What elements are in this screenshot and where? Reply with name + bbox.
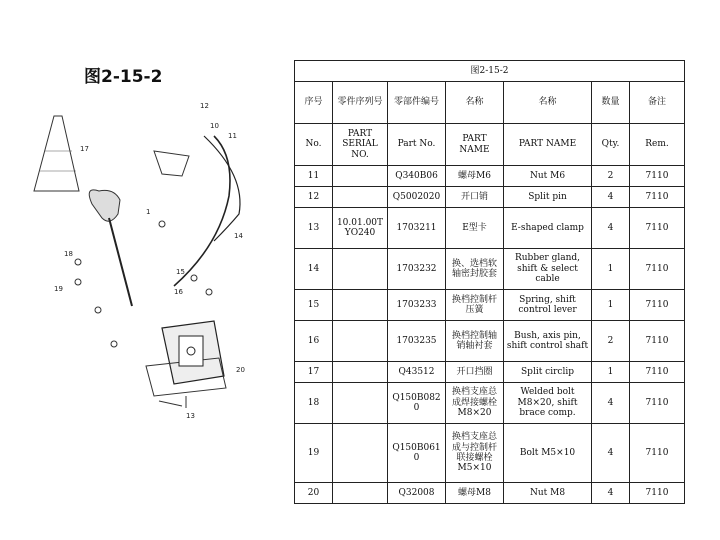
diagram-label: 13 (186, 412, 195, 420)
cell-serial (333, 383, 388, 424)
cell-qty: 4 (592, 383, 630, 424)
cell-rem: 7110 (630, 208, 685, 249)
cell-qty: 1 (592, 290, 630, 321)
cell-name-cn: 螺母M8 (446, 483, 504, 504)
header-cell: 零件序列号 (333, 82, 388, 124)
table-row (295, 187, 685, 208)
table-row (295, 321, 685, 362)
cell-qty: 1 (592, 249, 630, 290)
cell-part-no: Q5002020 (388, 187, 446, 208)
diagram-label: 18 (64, 250, 73, 258)
diagram-label: 16 (174, 288, 183, 296)
page-title: 图2-15-2 (84, 67, 163, 87)
cell-no: 19 (295, 424, 333, 483)
table-row (295, 383, 685, 424)
header-cell: 零部件编号 (388, 82, 446, 124)
cell-qty: 4 (592, 424, 630, 483)
header-cell: 备注 (630, 82, 685, 124)
cell-qty: 2 (592, 166, 630, 187)
diagram-label: 19 (54, 285, 63, 293)
exploded-parts-diagram (14, 96, 284, 426)
header-cell: PART NAME (446, 124, 504, 166)
cell-rem: 7110 (630, 187, 685, 208)
cell-name-cn: 换档控制轴销轴衬套 (446, 321, 504, 362)
cell-part-no: Q32008 (388, 483, 446, 504)
cell-no: 13 (295, 208, 333, 249)
cell-no: 17 (295, 362, 333, 383)
cell-rem: 7110 (630, 290, 685, 321)
cell-name-en: Welded bolt M8×20, shift brace comp. (504, 383, 592, 424)
header-cell: Qty. (592, 124, 630, 166)
shift-boot (34, 116, 79, 191)
cell-part-no: Q43512 (388, 362, 446, 383)
cell-name-en: Rubber gland, shift & select cable (504, 249, 592, 290)
cell-part-no: 1703233 (388, 290, 446, 321)
cell-name-en: Bush, axis pin, shift control shaft (504, 321, 592, 362)
cell-no: 11 (295, 166, 333, 187)
shift-lever (109, 218, 132, 306)
cell-name-en: Spring, shift control lever (504, 290, 592, 321)
cell-part-no: 1703235 (388, 321, 446, 362)
cell-part-no: 1703232 (388, 249, 446, 290)
cell-part-no: 1703211 (388, 208, 446, 249)
cell-no: 16 (295, 321, 333, 362)
shift-cable (174, 136, 230, 286)
cell-rem: 7110 (630, 166, 685, 187)
cell-name-cn: 换档控制杆压簧 (446, 290, 504, 321)
cell-name-cn: E型卡 (446, 208, 504, 249)
cell-serial (333, 187, 388, 208)
table-row (295, 249, 685, 290)
diagram-label: 15 (176, 268, 185, 276)
cell-name-en: E-shaped clamp (504, 208, 592, 249)
cell-name-en: Split circlip (504, 362, 592, 383)
header-cell: Rem. (630, 124, 685, 166)
diagram-label: 20 (236, 366, 245, 374)
table-row (295, 290, 685, 321)
header-cell: 数量 (592, 82, 630, 124)
cell-qty: 2 (592, 321, 630, 362)
cell-serial (333, 290, 388, 321)
shift-knob (89, 190, 120, 221)
header-cell: 序号 (295, 82, 333, 124)
header-cell: 名称 (504, 82, 592, 124)
select-cable (204, 136, 240, 241)
diagram-label: 1 (146, 208, 151, 216)
cell-name-cn: 开口销 (446, 187, 504, 208)
cell-no: 15 (295, 290, 333, 321)
table-row (295, 362, 685, 383)
header-cell: Part No. (388, 124, 446, 166)
cell-rem: 7110 (630, 424, 685, 483)
cell-name-en: Nut M6 (504, 166, 592, 187)
cell-name-en: Bolt M5×10 (504, 424, 592, 483)
cell-qty: 4 (592, 187, 630, 208)
cell-serial (333, 321, 388, 362)
header-cell: PART NAME (504, 124, 592, 166)
cell-no: 14 (295, 249, 333, 290)
cell-rem: 7110 (630, 362, 685, 383)
cell-serial (333, 249, 388, 290)
cell-no: 20 (295, 483, 333, 504)
cell-serial (333, 166, 388, 187)
cell-serial (333, 424, 388, 483)
cell-name-en: Nut M8 (504, 483, 592, 504)
diagram-label: 10 (210, 122, 219, 130)
bracket-top (154, 151, 189, 176)
cell-name-cn: 换档支座总成与控制杆联接螺栓M5×10 (446, 424, 504, 483)
cell-serial (333, 362, 388, 383)
cell-name-cn: 换档支座总成焊接螺栓M8×20 (446, 383, 504, 424)
cell-rem: 7110 (630, 383, 685, 424)
diagram-label: 17 (80, 145, 89, 153)
header-cell: No. (295, 124, 333, 166)
table-row (295, 483, 685, 504)
diagram-label: 12 (200, 102, 209, 110)
cell-name-cn: 螺母M6 (446, 166, 504, 187)
cell-qty: 4 (592, 208, 630, 249)
header-cell: 名称 (446, 82, 504, 124)
cell-rem: 7110 (630, 321, 685, 362)
header-cell: PART SERIAL NO. (333, 124, 388, 166)
cell-qty: 4 (592, 483, 630, 504)
cell-serial: 10.01.00T YO240 (333, 208, 388, 249)
parts-table (294, 60, 685, 504)
cell-part-no: Q150B082 0 (388, 383, 446, 424)
cell-no: 12 (295, 187, 333, 208)
table-row (295, 208, 685, 249)
cell-name-cn: 开口挡圈 (446, 362, 504, 383)
table-caption: 图2-15-2 (295, 61, 685, 82)
diagram-label: 14 (234, 232, 243, 240)
table-row (295, 166, 685, 187)
table-row (295, 424, 685, 483)
cell-part-no: Q340B06 (388, 166, 446, 187)
cell-no: 18 (295, 383, 333, 424)
cell-serial (333, 483, 388, 504)
cell-name-cn: 换、选档软轴密封胶套 (446, 249, 504, 290)
cell-qty: 1 (592, 362, 630, 383)
cell-rem: 7110 (630, 483, 685, 504)
cell-part-no: Q150B061 0 (388, 424, 446, 483)
cell-rem: 7110 (630, 249, 685, 290)
cell-name-en: Split pin (504, 187, 592, 208)
diagram-label: 11 (228, 132, 237, 140)
